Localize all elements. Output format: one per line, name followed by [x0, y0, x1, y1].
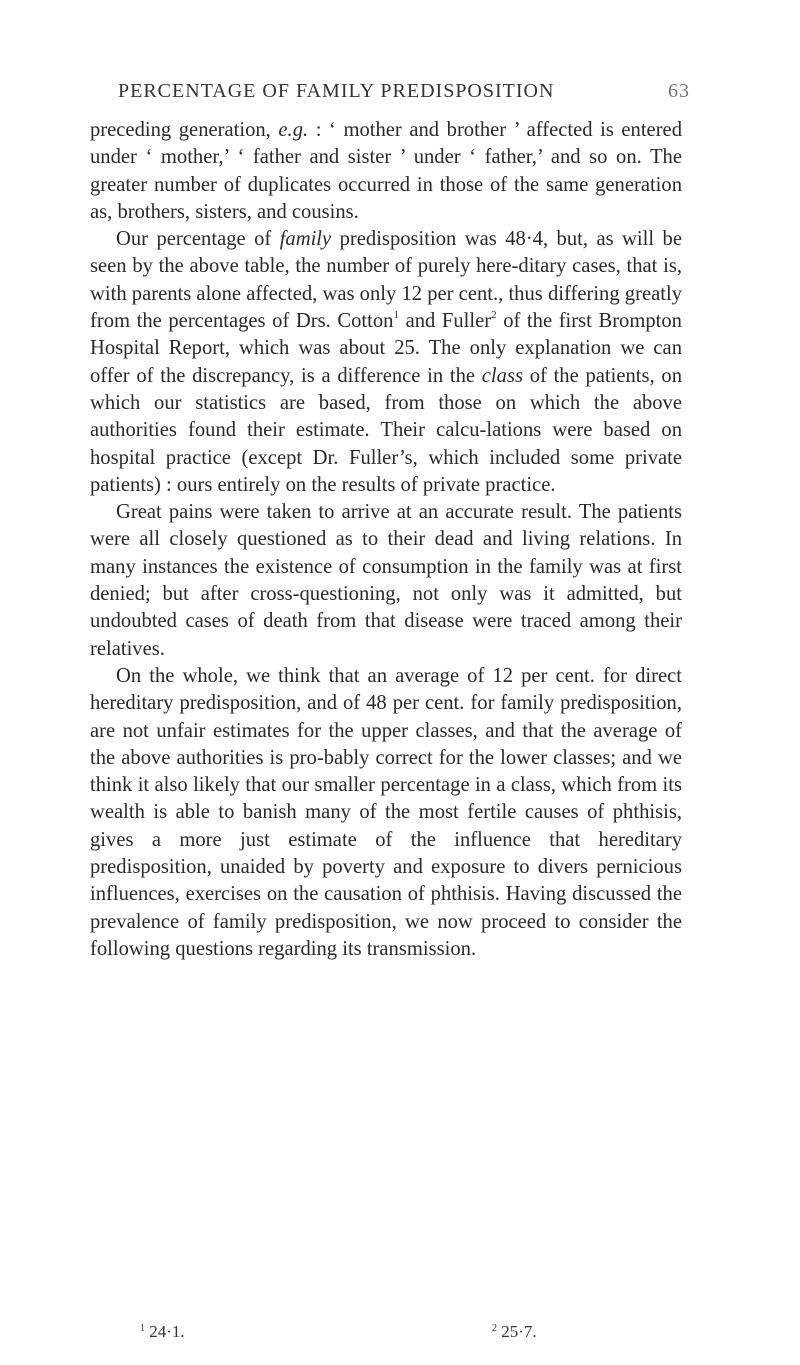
paragraph-2-italic-family: family — [279, 228, 332, 251]
paragraph-1-text-c: : ‘ mother and brother ’ affected is entered under ‘ mother,’ ‘ father and sister ’ under ‘ father,’ and so on. The greater number of duplicates occurred in those of the same generation as, brothers, sisters, and cousins. — [90, 119, 682, 223]
running-title: PERCENTAGE OF FAMILY PREDISPOSITION — [118, 80, 555, 102]
paragraph-2 — [90, 226, 682, 499]
paragraph-1-text-a: preceding generation, — [90, 119, 279, 141]
footnote-2-text: 25·7. — [497, 1322, 537, 1341]
footnote-1 — [140, 1322, 185, 1342]
paragraph-3: Great pains were taken to arrive at an accurate result. The patients were all closely questioned as to their dead and living relations. In many instances the existence of consumption in the family was at first denied; but after cross-questioning, not only was it admitted, but undoubted cases of death from that disease were traced among their relatives. — [90, 501, 682, 660]
footnote-1-text: 24·1. — [145, 1322, 185, 1341]
paragraph-2-italic-class: class — [481, 364, 523, 387]
footnote-1-mark: 1 — [140, 1323, 145, 1334]
paragraph-2-text-e: of the first Brompton Hospital Report, which was about 25. The only explanation we can offer of the discrepancy, is a difference in the — [90, 310, 682, 387]
paragraph-2-text-c: predisposition was 48·4, but, as will be seen by the above table, the number of purely here-ditary cases, that is, with parents alone affected, was only 12 per cent., thus differing greatly from the percentages of Drs. Cotton — [90, 228, 682, 333]
footnote-2 — [492, 1322, 537, 1342]
paragraph-2-text-a: Our percentage of — [116, 228, 280, 251]
paragraph-2-text-d: and Fuller — [398, 310, 492, 333]
body-text — [90, 117, 682, 963]
paragraph-1-italic-eg: e.g. — [278, 119, 309, 141]
paragraph-4: On the whole, we think that an average of 12 per cent. for direct hereditary predisposition, and of 48 per cent. for family predisposition, are not unfair estimates for the upper classes, and that the average of the above authorities is pro-bably correct for the lower classes; and we think it also likely that our smaller percentage in a class, which from its wealth is able to banish many of the most fertile causes of phthisis, gives a more just estimate of the influence that hereditary predisposition, unaided by poverty and exposure to divers pernicious influences, exercises on the causation of phthisis. Having discussed the prevalence of family predisposition, we now proceed to consider the following questions regarding its transmission. — [90, 664, 682, 960]
footnote-2-mark: 2 — [492, 1323, 497, 1334]
paragraph-1 — [90, 117, 682, 226]
footnote-ref-2[interactable]: 2 — [491, 309, 497, 322]
paragraph-2-text-g: of the patients, on which our statistics are based, from those on which the above authorities found their estimate. Their calcu-lations were based on hospital practice (except Dr. Fuller’s, which included some private patients) : ours entirely on the results of private practice. — [90, 364, 682, 496]
footnote-ref-1[interactable]: 1 — [393, 309, 399, 322]
page-number: 63 — [668, 80, 690, 102]
